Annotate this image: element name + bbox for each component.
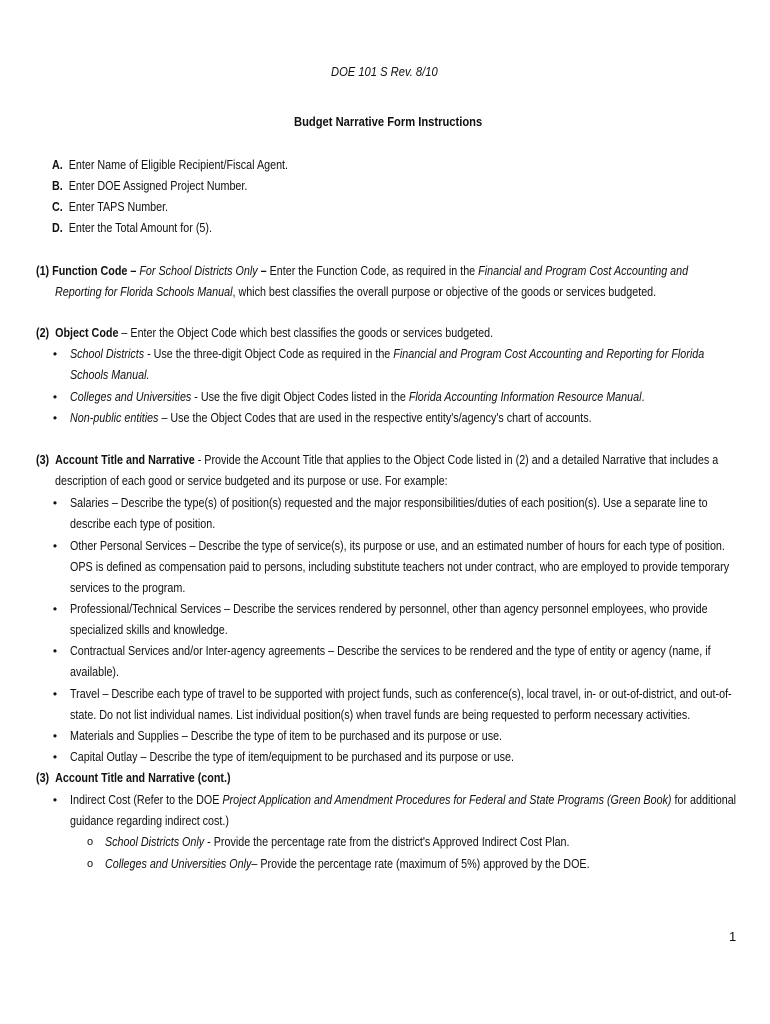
- list-item: Capital Outlay – Describe the type of item/equipment to be purchased and its purpose or use.: [70, 750, 515, 764]
- bullet-icon: •: [52, 602, 58, 616]
- bullet-icon: •: [52, 687, 58, 701]
- list-item: Materials and Supplies – Describe the type of item to be purchased and its purpose or use.: [70, 729, 503, 743]
- list-item: D. Enter the Total Amount for (5).: [52, 221, 212, 235]
- list-item-continuation: state. Do not list individual names. List individual position(s) when travel funds are being requested to perform necessary activities.: [70, 708, 691, 722]
- list-item-continuation: OPS is defined as compensation paid to persons, including substitute teachers not under contract, who are employed to provide temporary: [70, 560, 730, 574]
- page-number: 1: [729, 929, 737, 944]
- list-item: B. Enter DOE Assigned Project Number.: [52, 179, 248, 193]
- form-number-header: DOE 101 S Rev. 8/10: [331, 64, 438, 79]
- list-item: A. Enter Name of Eligible Recipient/Fiscal Agent.: [52, 158, 289, 172]
- sub-bullet-icon: o: [87, 836, 94, 848]
- bullet-icon: •: [52, 644, 58, 658]
- list-item-continuation: available).: [70, 665, 120, 679]
- bullet-icon: •: [52, 750, 58, 764]
- bullet-icon: •: [52, 539, 58, 553]
- list-item-continuation: describe each type of position.: [70, 517, 216, 531]
- sub-list-item: Colleges and Universities Only– Provide the percentage rate (maximum of 5%) approved by the DOE.: [105, 857, 590, 871]
- bullet-icon: •: [52, 390, 58, 404]
- bullet-icon: •: [52, 729, 58, 743]
- list-item: Non-public entities – Use the Object Codes that are used in the respective entity's/agency's chart of accounts.: [70, 411, 592, 425]
- bullet-icon: •: [52, 496, 58, 510]
- list-item: Professional/Technical Services – Describe the services rendered by personnel, other than agency personnel employees, who provide: [70, 602, 708, 616]
- list-item: School Districts - Use the three-digit Object Code as required in the Financial and Program Cost Accounting and Reporting for Florida: [70, 347, 705, 361]
- list-item: Other Personal Services – Describe the type of service(s), its purpose or use, and an estimated number of hours for each type of position.: [70, 539, 725, 553]
- section-line: (1) Function Code – For School Districts Only – Enter the Function Code, as required in the Financial and Program Cost Accounting and: [36, 264, 689, 278]
- list-item-continuation: Schools Manual.: [70, 368, 150, 382]
- list-item-continuation: specialized skills and knowledge.: [70, 623, 228, 637]
- list-item-continuation: services to the program.: [70, 581, 186, 595]
- list-item: Colleges and Universities - Use the five digit Object Codes listed in the Florida Accounting Information Resource Manual.: [70, 390, 645, 404]
- page-title: Budget Narrative Form Instructions: [294, 114, 483, 129]
- list-item-continuation: guidance regarding indirect cost.): [70, 814, 229, 828]
- list-item: C. Enter TAPS Number.: [52, 200, 169, 214]
- bullet-icon: •: [52, 411, 58, 425]
- sub-list-item: School Districts Only - Provide the percentage rate from the district's Approved Indirect Cost Plan.: [105, 835, 570, 849]
- section-line: Reporting for Florida Schools Manual, which best classifies the overall purpose or objective of the goods or services budgeted.: [55, 285, 657, 299]
- section-line: description of each good or service budgeted and its purpose or use. For example:: [55, 474, 448, 488]
- list-item: Travel – Describe each type of travel to be supported with project funds, such as conference(s), local travel, in- or out-of-district, and out-of-: [70, 687, 732, 701]
- bullet-icon: •: [52, 347, 58, 361]
- bullet-icon: •: [52, 793, 58, 807]
- section-heading: (3) Account Title and Narrative (cont.): [36, 771, 231, 785]
- list-item: Contractual Services and/or Inter-agency agreements – Describe the services to be rendered and the type of entity or agency (name, if: [70, 644, 711, 658]
- list-item: Indirect Cost (Refer to the DOE Project Application and Amendment Procedures for Federal and State Programs (Green Book) for additional: [70, 793, 737, 807]
- list-item: Salaries – Describe the type(s) of position(s) requested and the major responsibilities/duties of each position(s). Use a separate line to: [70, 496, 708, 510]
- sub-bullet-icon: o: [87, 858, 94, 870]
- section-line: (2) Object Code – Enter the Object Code which best classifies the goods or services budgeted.: [36, 326, 494, 340]
- section-line: (3) Account Title and Narrative - Provide the Account Title that applies to the Object Code listed in (2) and a detailed Narrative that includes a: [36, 453, 719, 467]
